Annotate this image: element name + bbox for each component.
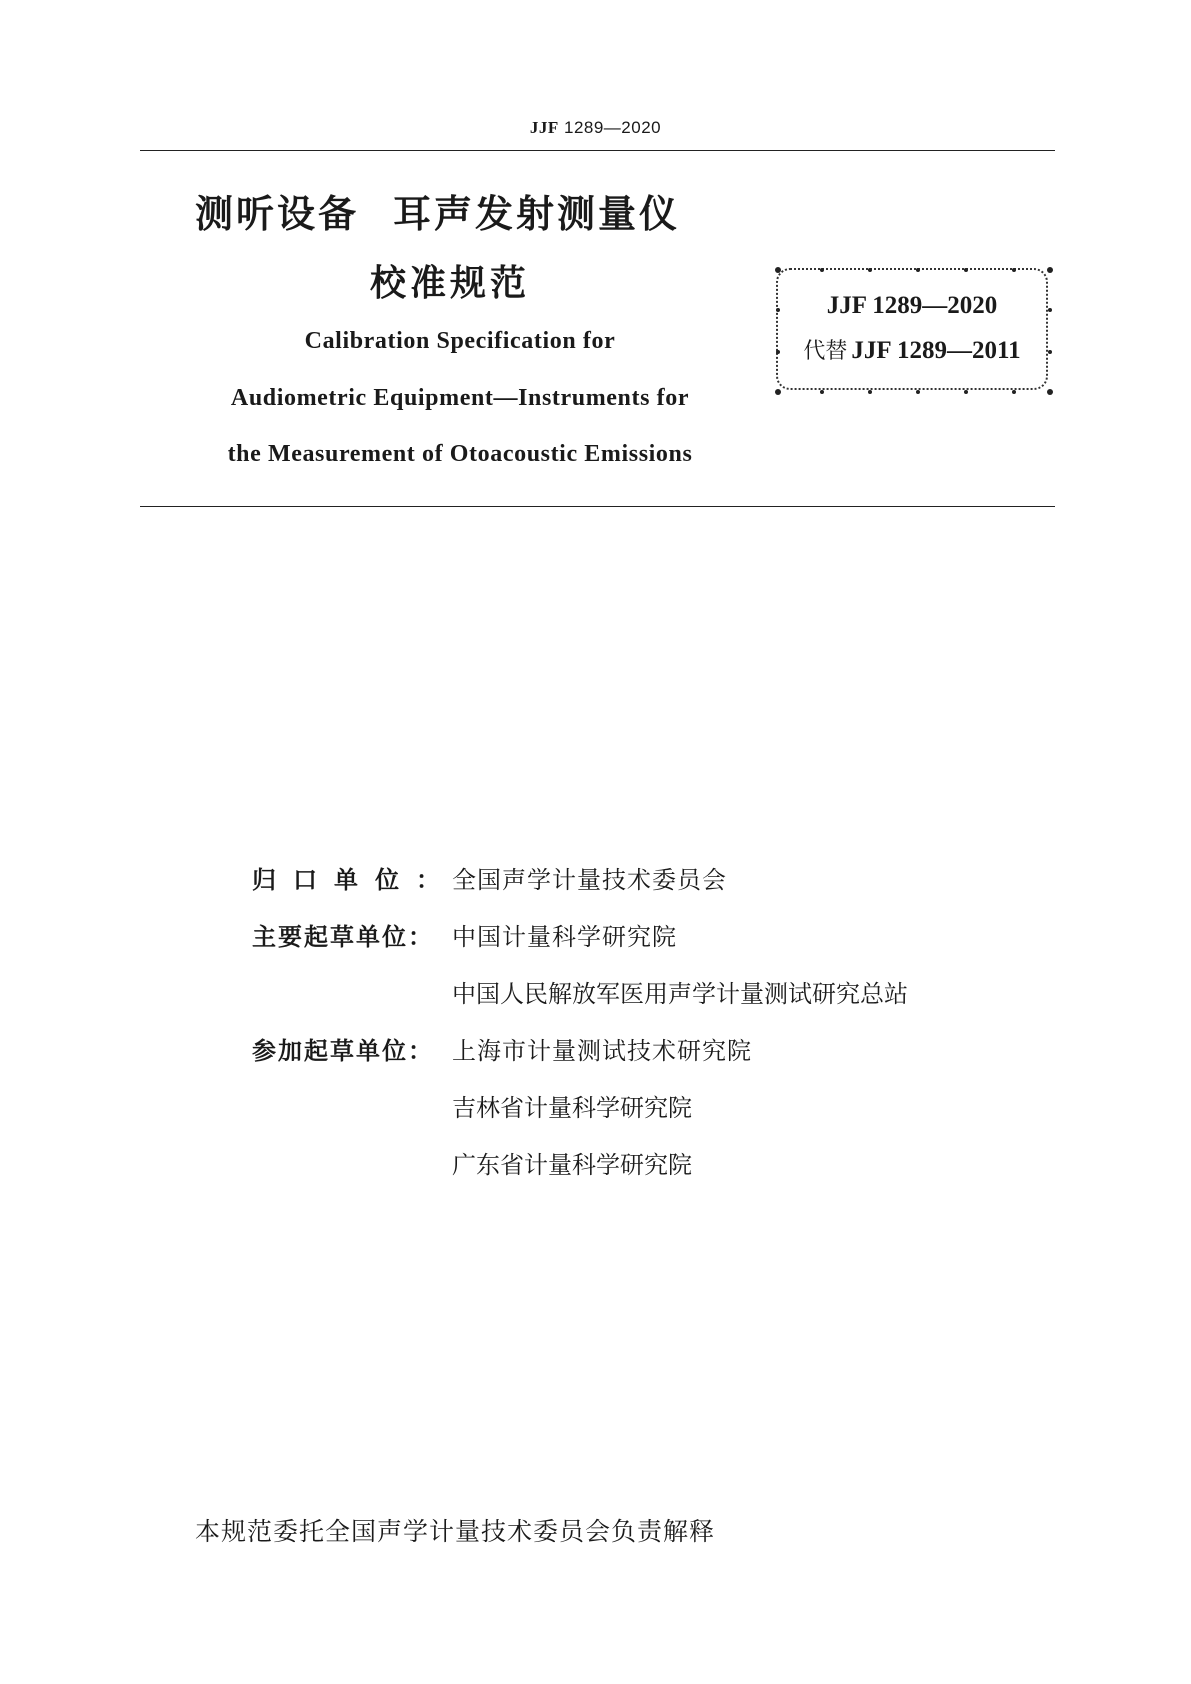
title-en-line3: the Measurement of Otoacoustic Emissions <box>227 441 693 467</box>
main-drafters-label: 主要起草单位： <box>252 923 434 951</box>
responsible-unit-label: 归口单位： <box>252 866 457 894</box>
title-en-line1: Calibration Specification for <box>304 328 616 354</box>
interpretation-note: 本规范委托全国声学计量技术委员会负责解释 <box>195 1517 716 1546</box>
responsible-unit-row <box>252 860 727 895</box>
participating-drafters-row <box>252 1031 752 1066</box>
title-bottom-rule <box>140 506 1055 507</box>
replaced-standard-code: JJF 1289—2011 <box>851 337 1021 364</box>
title-cn-part1: 测听设备 <box>195 192 360 236</box>
header-code-number: 1289—2020 <box>563 118 662 137</box>
main-drafter-2: 中国人民解放军医用声学计量测试研究总站 <box>452 980 908 1008</box>
title-cn-line1 <box>195 183 680 238</box>
main-drafter-1: 中国计量科学研究院 <box>452 923 677 951</box>
running-header <box>0 118 1191 138</box>
participating-drafters-label: 参加起草单位： <box>252 1037 434 1065</box>
top-rule <box>140 150 1055 151</box>
code-box-ornament <box>774 266 1054 396</box>
standard-code-box <box>776 268 1048 390</box>
participating-drafter-1: 上海市计量测试技术研究院 <box>452 1037 752 1065</box>
title-en-line2: Audiometric Equipment—Instruments for <box>230 385 690 411</box>
current-standard-code: JJF 1289—2020 <box>826 292 998 319</box>
title-cn-line2: 校准规范 <box>369 263 530 304</box>
responsible-unit: 全国声学计量技术委员会 <box>452 866 727 894</box>
participating-drafter-3: 广东省计量科学研究院 <box>452 1151 692 1179</box>
main-drafters-row <box>252 917 677 952</box>
replaces-label: 代替 <box>803 339 848 364</box>
title-cn-part2: 耳声发射测量仪 <box>393 192 681 236</box>
header-code-prefix: JJF <box>529 118 559 137</box>
participating-drafter-2: 吉林省计量科学研究院 <box>452 1094 692 1122</box>
replaced-standard-line <box>778 334 1046 365</box>
